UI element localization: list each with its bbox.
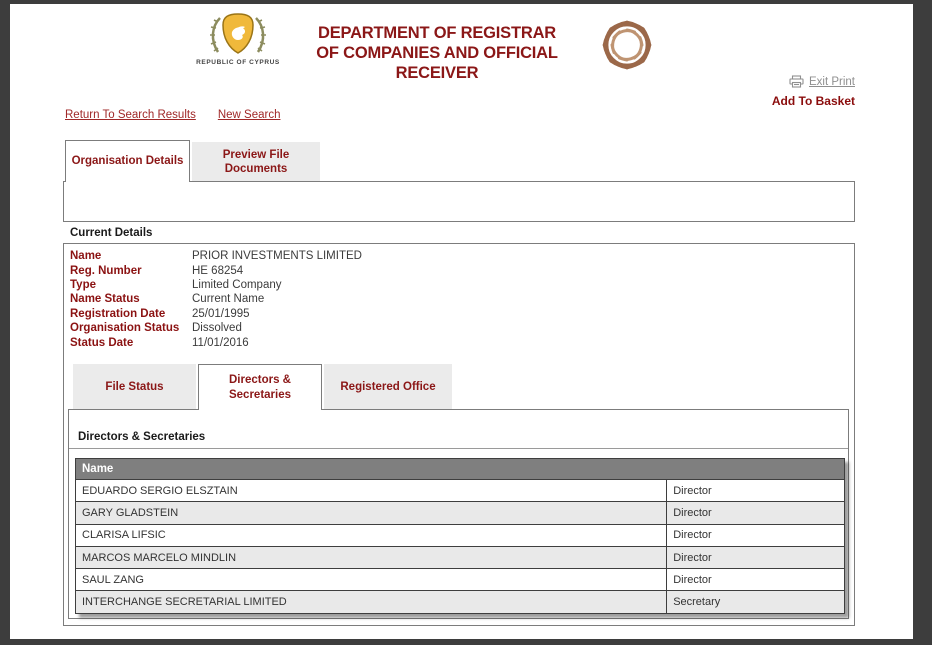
table-row[interactable] xyxy=(76,546,845,568)
table-row[interactable] xyxy=(76,569,845,591)
table-row[interactable] xyxy=(76,480,845,502)
page-title-line1: DEPARTMENT OF REGISTRAR xyxy=(317,24,556,42)
tab-organisation-details[interactable]: Organisation Details xyxy=(65,140,190,182)
detail-value: PRIOR INVESTMENTS LIMITED xyxy=(192,250,362,263)
director-role-cell: Secretary xyxy=(667,591,845,613)
director-name-cell: GARY GLADSTEIN xyxy=(76,502,667,524)
return-to-search-results-link[interactable]: Return To Search Results xyxy=(65,109,196,121)
subtab-directors-secretaries[interactable]: Directors & Secretaries xyxy=(198,364,322,410)
director-name-cell: SAUL ZANG xyxy=(76,569,667,591)
detail-row xyxy=(70,249,362,263)
director-name-cell: MARCOS MARCELO MINDLIN xyxy=(76,546,667,568)
detail-label: Registration Date xyxy=(70,307,166,320)
detail-value: HE 68254 xyxy=(192,264,244,277)
coat-of-arms-caption: REPUBLIC OF CYPRUS xyxy=(196,59,280,66)
detail-row xyxy=(70,278,362,292)
detail-row xyxy=(70,292,362,306)
detail-value: Dissolved xyxy=(192,322,242,335)
detail-value: Limited Company xyxy=(192,278,282,291)
breadcrumb-links xyxy=(65,109,280,121)
subtab-file-status[interactable]: File Status xyxy=(73,364,196,410)
director-role-cell: Director xyxy=(667,569,845,591)
detail-row xyxy=(70,335,362,349)
director-role-cell: Director xyxy=(667,546,845,568)
registrar-swirl-logo-icon xyxy=(598,16,656,74)
coat-of-arms-graphic xyxy=(196,12,280,58)
exit-print-label: Exit Print xyxy=(808,75,855,88)
directors-table xyxy=(75,458,845,614)
director-role-cell: Director xyxy=(667,524,845,546)
director-role-cell: Director xyxy=(667,502,845,524)
detail-row xyxy=(70,321,362,335)
detail-value: 25/01/1995 xyxy=(192,307,250,320)
add-to-basket-button[interactable]: Add To Basket xyxy=(771,94,855,108)
detail-row xyxy=(70,307,362,321)
page-title-line2: OF COMPANIES AND OFFICIAL RECEIVER xyxy=(316,44,558,83)
directors-secretaries-heading: Directors & Secretaries xyxy=(69,410,848,449)
detail-row xyxy=(70,263,362,277)
table-header-name: Name xyxy=(76,459,845,480)
page xyxy=(10,4,913,639)
detail-label: Status Date xyxy=(70,336,134,349)
table-row[interactable] xyxy=(76,502,845,524)
new-search-link[interactable]: New Search xyxy=(217,109,281,121)
page-title xyxy=(282,23,592,83)
tab-preview-file-documents[interactable]: Preview File Documents xyxy=(192,142,320,182)
table-row[interactable] xyxy=(76,524,845,546)
current-details-heading: Current Details xyxy=(63,221,855,244)
exit-print-link[interactable] xyxy=(789,75,855,88)
director-name-cell: EDUARDO SERGIO ELSZTAIN xyxy=(76,480,667,502)
current-details-list xyxy=(70,249,362,350)
director-name-cell: CLARISA LIFSIC xyxy=(76,524,667,546)
cyprus-coat-of-arms-icon xyxy=(196,12,280,66)
subtab-registered-office[interactable]: Registered Office xyxy=(324,364,452,410)
table-header-row xyxy=(76,459,845,480)
director-name-cell: INTERCHANGE SECRETARIAL LIMITED xyxy=(76,591,667,613)
detail-label: Reg. Number xyxy=(70,264,142,277)
detail-label: Name xyxy=(70,250,102,263)
detail-value: 11/01/2016 xyxy=(192,336,249,349)
director-role-cell: Director xyxy=(667,480,845,502)
detail-label: Name Status xyxy=(70,293,140,306)
printer-icon xyxy=(789,75,804,88)
table-row[interactable] xyxy=(76,591,845,613)
detail-label: Type xyxy=(70,278,96,291)
detail-value: Current Name xyxy=(192,293,265,306)
detail-label: Organisation Status xyxy=(70,322,180,335)
